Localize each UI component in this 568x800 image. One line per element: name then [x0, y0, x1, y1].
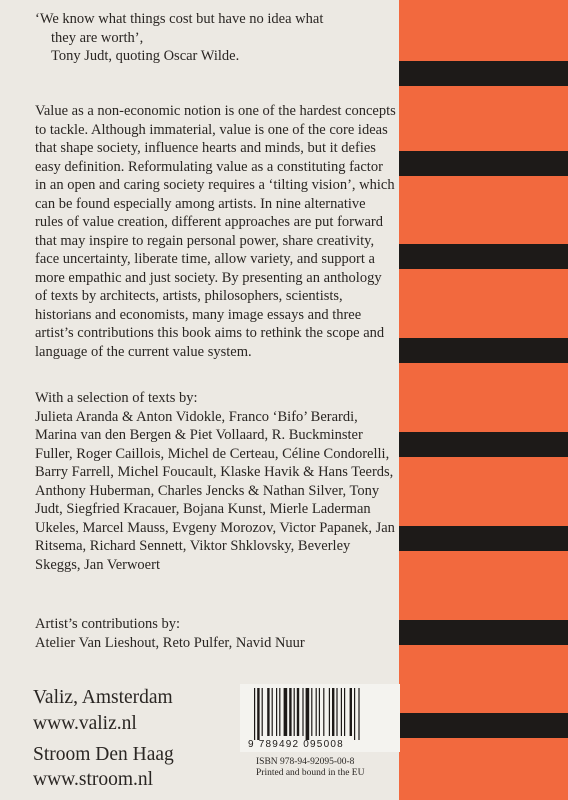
- orange-side-panel: [399, 0, 568, 800]
- black-stripe: [399, 432, 568, 457]
- black-stripe: [399, 713, 568, 738]
- barcode-bar: [302, 688, 303, 736]
- barcode-bar: [354, 688, 355, 740]
- selection-heading: With a selection of texts by:: [35, 390, 198, 406]
- barcode: [240, 684, 400, 752]
- barcode-digits: 9 789492 095008: [248, 739, 344, 750]
- selection-of-texts: [35, 389, 397, 574]
- barcode-bar: [262, 688, 263, 736]
- quote-line-1: ‘We know what things cost but have no idea what: [35, 11, 324, 27]
- printed-note: Printed and bound in the EU: [256, 768, 365, 778]
- barcode-bar: [294, 688, 295, 736]
- barcode-bar: [254, 688, 255, 740]
- barcode-bar: [267, 688, 269, 736]
- artist-contributions: [35, 615, 397, 652]
- quote-attribution: Tony Judt, quoting Oscar Wilde.: [51, 48, 240, 64]
- barcode-bar: [272, 688, 273, 736]
- publisher-stroom-url: www.stroom.nl: [33, 769, 154, 790]
- black-stripe: [399, 526, 568, 551]
- barcode-bar: [344, 688, 345, 736]
- contributions-artists: Atelier Van Lieshout, Reto Pulfer, Navid Nuur: [35, 634, 305, 651]
- barcode-bar: [284, 688, 288, 736]
- contributions-heading: Artist’s contributions by:: [35, 616, 180, 632]
- quote-line-2: they are worth’,: [51, 29, 144, 46]
- barcode-bar: [323, 688, 324, 736]
- barcode-bar: [350, 688, 352, 736]
- isbn-number: ISBN 978-94-92095-00-8: [256, 757, 355, 767]
- barcode-bar: [311, 688, 312, 736]
- black-stripe: [399, 620, 568, 645]
- barcode-bar: [257, 688, 259, 740]
- publisher-stroom-name: Stroom Den Haag: [33, 744, 174, 765]
- black-stripe: [399, 244, 568, 269]
- barcode-bar: [276, 688, 277, 736]
- publisher-valiz-url: www.valiz.nl: [33, 713, 137, 734]
- epigraph-quote: [35, 10, 375, 66]
- description-paragraph: Value as a non-economic notion is one of the hardest concepts to tackle. Although immaterial, value is one of the core ideas that shape society, influence hearts and minds, but it defies easy definition. Reformulating value as a constituting factor in an open and caring society requires a ‘tilting vision’, which can be found especially among artists. In nine alternative rules of value creation, different approaches are put forward that may inspire to regain personal power, share creativity, face uncertainty, liberate time, allow variety, and support a more empathic and just society. By presenting an anthology of texts by architects, artists, philosophers, scientists, historians and economists, many image essays and three artist’s contributions this book aims to rethink the scope and language of the current value system.: [35, 103, 396, 360]
- barcode-bar: [316, 688, 317, 736]
- black-stripe: [399, 151, 568, 176]
- barcode-bar: [341, 688, 342, 736]
- black-stripe: [399, 61, 568, 86]
- isbn-block: [256, 757, 406, 779]
- barcode-bar: [289, 688, 291, 736]
- black-stripe: [399, 338, 568, 363]
- barcode-bar: [358, 688, 359, 740]
- barcode-graphic: [240, 684, 400, 752]
- barcode-bar: [297, 688, 299, 736]
- barcode-bar: [279, 688, 280, 736]
- barcode-bar: [332, 688, 334, 736]
- barcode-bar: [306, 688, 310, 740]
- barcode-bar: [319, 688, 320, 736]
- publisher-valiz-name: Valiz, Amsterdam: [33, 687, 173, 708]
- selection-authors: Julieta Aranda & Anton Vidokle, Franco ‘Bifo’ Berardi, Marina van den Bergen & Piet Vollaard, R. Buckminster Fuller, Roger Caillois, Michel de Certeau, Céline Condorelli, Barry Farrell, Michel Foucault, Klaske Havik & Hans Teerds, Anthony Huberman, Charles Jencks & Nathan Silver, Tony Judt, Siegfried Kracauer, Bojana Kunst, Mierle Laderman Ukeles, Marcel Mauss, Evgeny Morozov, Victor Papanek, Jan Ritsema, Richard Sennett, Viktor Shklovsky, Beverley Skeggs, Jan Verwoert: [35, 408, 395, 573]
- barcode-bar: [329, 688, 330, 736]
- barcode-bar: [336, 688, 337, 736]
